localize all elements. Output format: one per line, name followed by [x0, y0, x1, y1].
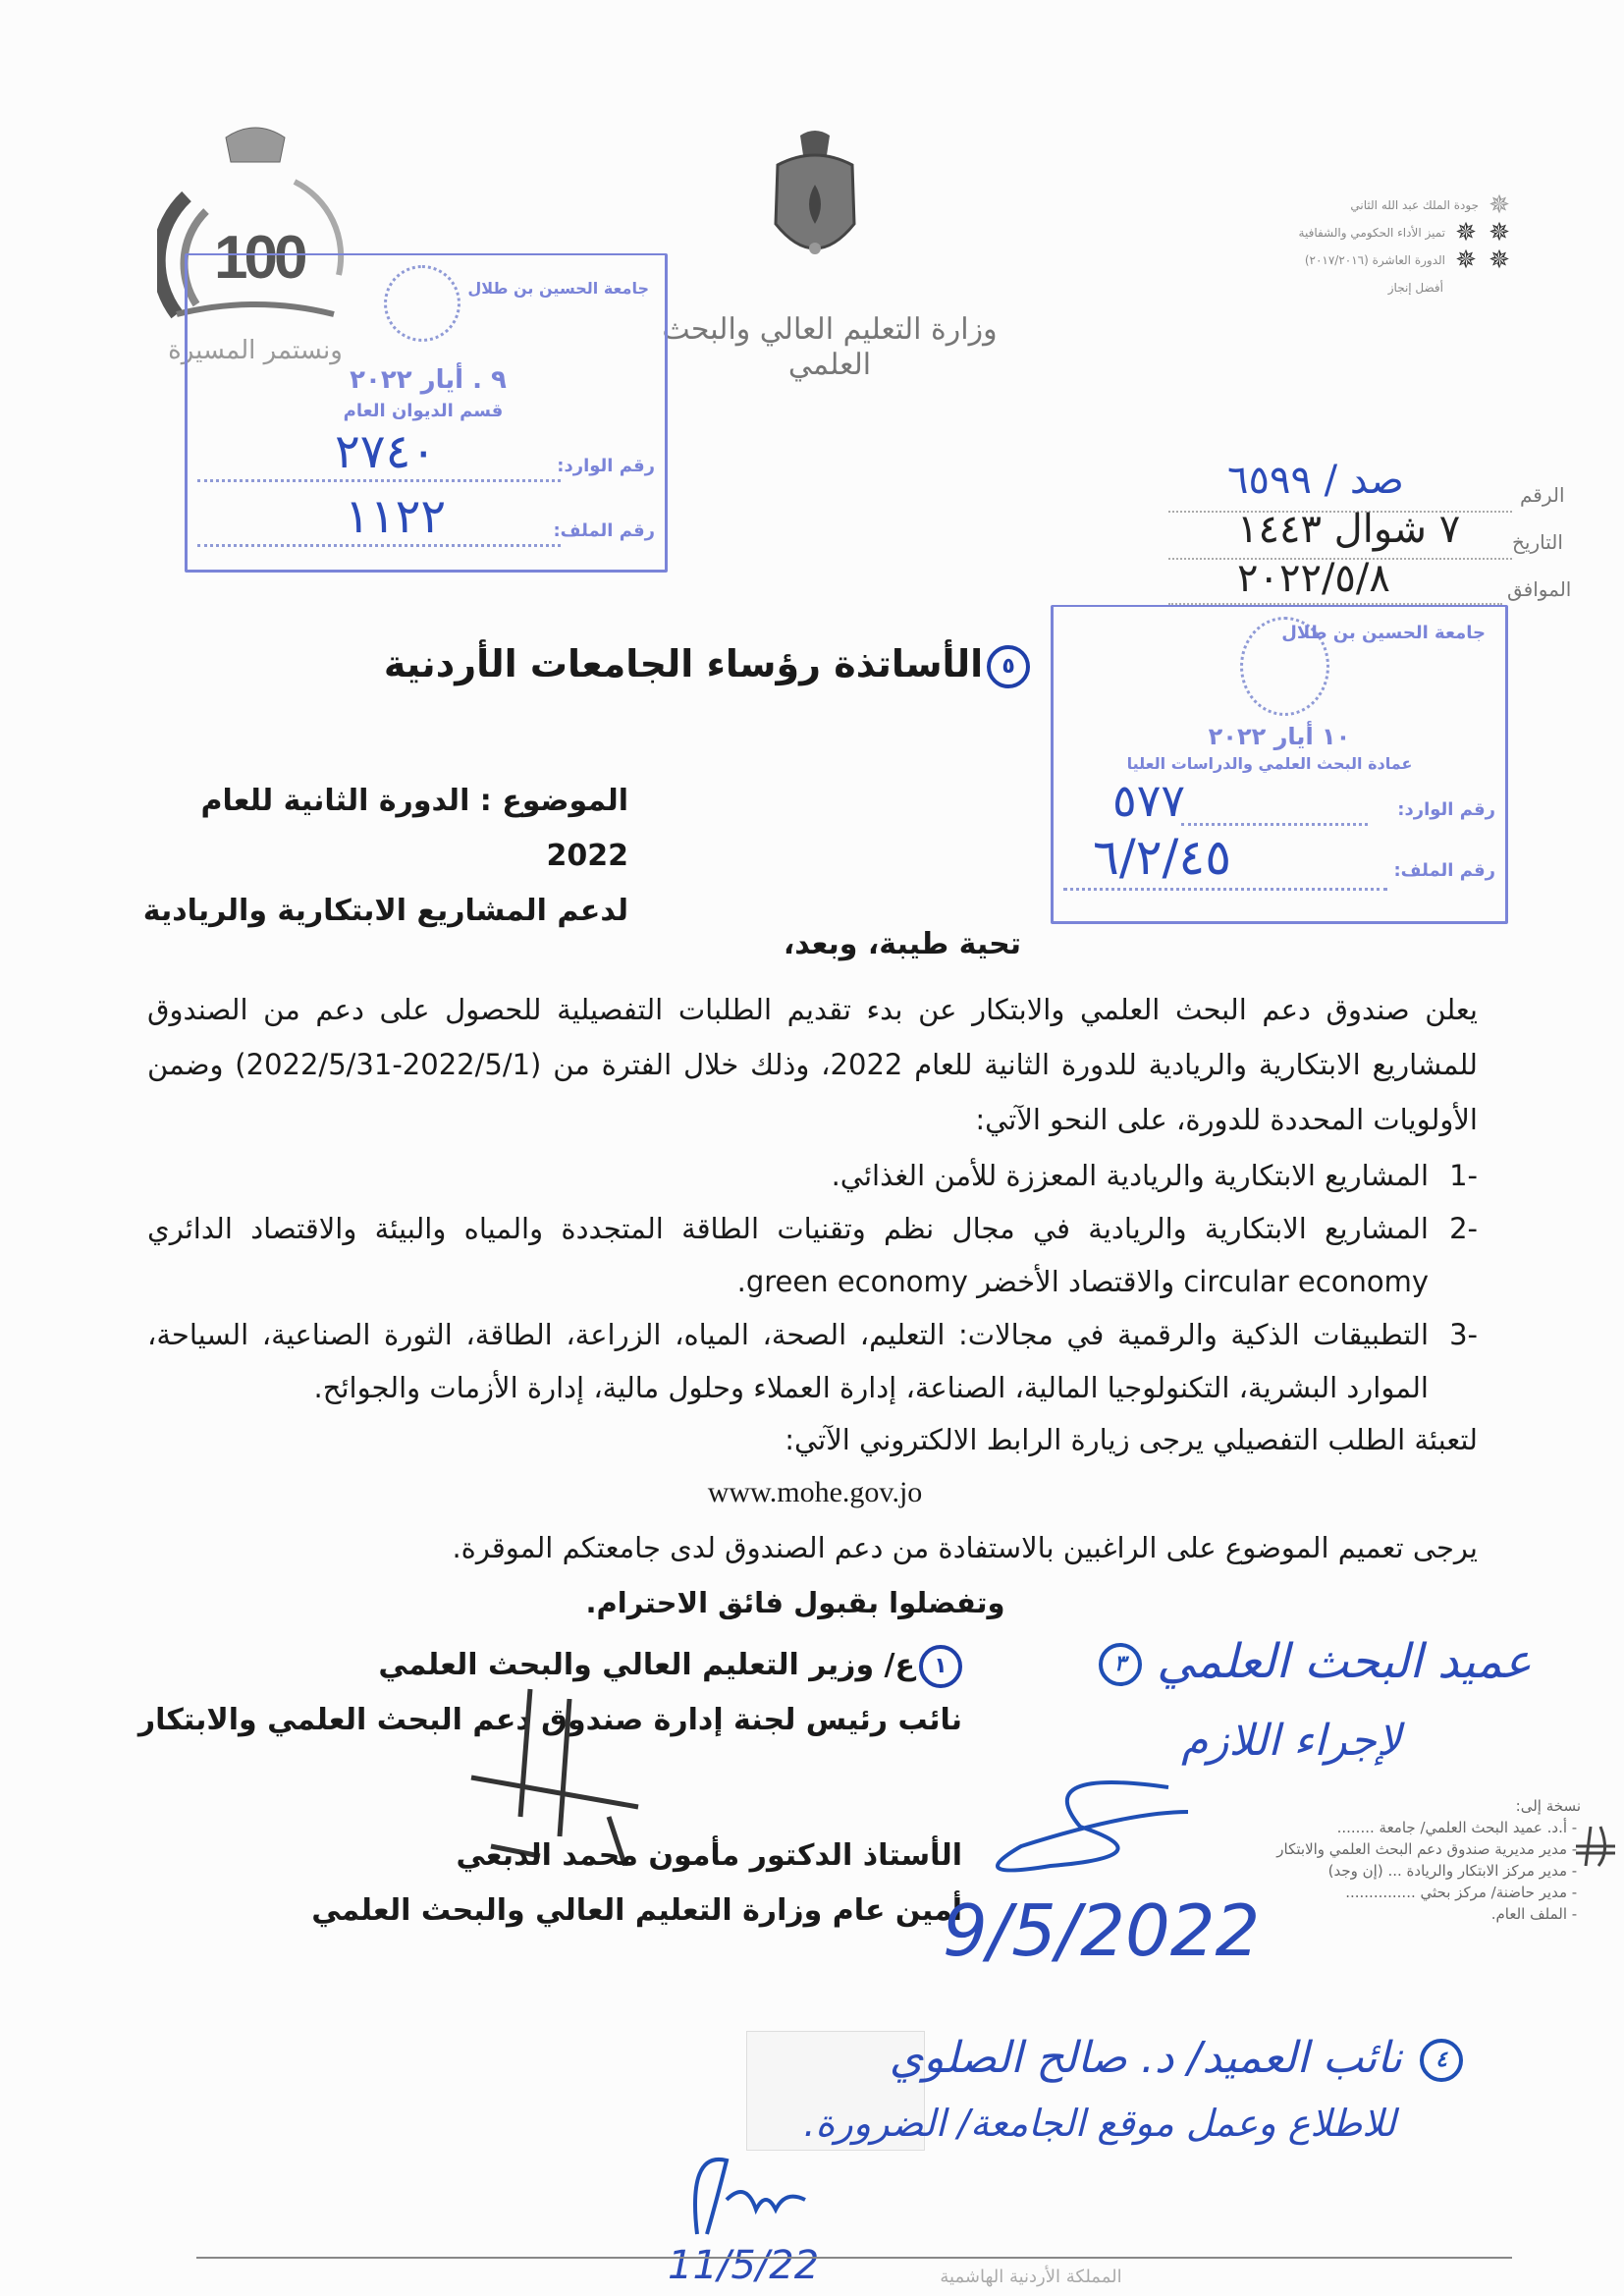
copy-recipient: - مدير مديرية صندوق دعم البحث العلمي والابتكار — [1208, 1838, 1567, 1860]
list-text: المشاريع الابتكارية والريادية المعززة للأمن الغذائي. — [831, 1159, 1429, 1192]
stamp-department: قسم الديوان العام — [343, 401, 504, 421]
ref-date-label: التاريخ — [1512, 530, 1563, 554]
ref-gregorian-label: الموافق — [1507, 577, 1572, 601]
subject-line-1: الموضوع : الدورة الثانية للعام 2022 — [200, 784, 628, 873]
closing-phrase: وتفضلوا بقبول فائق الاحترام. — [585, 1586, 1005, 1619]
list-number: -2 — [1449, 1212, 1478, 1245]
copy-recipient: - الملف العام. — [1208, 1903, 1567, 1925]
dean-annotation — [1021, 1634, 1532, 1689]
annotation-line: لإجراء اللازم — [1181, 1716, 1401, 1766]
stamp-university: جامعة الحسين بن طلال — [1281, 623, 1486, 643]
star-icon: ✵ — [1489, 218, 1510, 247]
annotation-marker: ٥ — [987, 645, 1030, 688]
circulation-request: يرجى تعميم الموضوع على الراغبين بالاستفادة من دعم الصندوق لدى جامعتكم الموقرة. — [452, 1531, 1478, 1564]
copy-recipient: - أ.د. عميد البحث العلمي/ جامعة ........ — [1208, 1817, 1567, 1838]
stamp-file-number: ٦/٢/٤٥ — [1093, 829, 1232, 886]
priorities-list — [147, 1149, 1478, 1414]
list-item — [147, 1149, 1478, 1202]
copies-heading: نسخة إلى: — [1515, 1797, 1581, 1815]
initials-icon — [1571, 1822, 1620, 1871]
annotation-line: عميد البحث العلمي — [1157, 1634, 1532, 1689]
annotation-date: 11/5/22 — [668, 2243, 820, 2288]
footer-divider — [196, 2257, 1512, 2259]
annotation-line: نائب العميد/ د. صالح الصلوي — [889, 2033, 1402, 2083]
greeting: تحية طيبة، وبعد، — [783, 927, 1021, 961]
award-text: جودة الملك عبد الله الثاني — [1350, 198, 1479, 212]
ref-date-gregorian: ٢٠٢٢/٥/٨ — [1237, 556, 1390, 601]
signatory-title: أمين عام وزارة التعليم العالي والبحث العلمي — [311, 1893, 962, 1928]
incoming-stamp-president — [185, 253, 668, 573]
subject-line-2: لدعم المشاريع الابتكارية والريادية — [142, 894, 628, 928]
stamp-department: عمادة البحث العلمي والدراسات العليا — [1126, 754, 1413, 773]
stamp-file-label: رقم الملف: — [553, 520, 655, 541]
copy-recipient: - مدير مركز الابتكار والريادة ... (إن وجد) — [1208, 1860, 1567, 1882]
signatory-line-2: نائب رئيس لجنة إدارة صندوق دعم البحث العلمي والابتكار — [137, 1703, 962, 1737]
jordan-crest-icon — [766, 126, 864, 273]
star-icon: ✵ — [1489, 246, 1510, 275]
list-number: -3 — [1449, 1318, 1478, 1351]
subject — [137, 774, 628, 939]
star-icon: ✵ — [1455, 218, 1477, 247]
annotation-marker: ١ — [919, 1645, 962, 1688]
stamp-incoming-label: رقم الوارد: — [557, 456, 655, 476]
incoming-stamp-research-deanship — [1051, 605, 1508, 924]
award-text: تميز الأداء الحكومي والشفافية — [1298, 226, 1445, 240]
annotation-line: للاطلاع وعمل موقع الجامعة/ الضرورة. — [803, 2102, 1396, 2145]
footer-text: المملكة الأردنية الهاشمية — [940, 2267, 1122, 2287]
award-row — [1267, 246, 1512, 274]
award-row — [1267, 219, 1512, 246]
application-link[interactable]: www.mohe.gov.jo — [707, 1476, 923, 1508]
star-icon: ✵ — [1489, 191, 1510, 220]
award-text: الدورة العاشرة (٢٠١٧/٢٠١٦) — [1304, 253, 1445, 267]
signatory-line-1: ع/ وزير التعليم العالي والبحث العلمي — [378, 1648, 915, 1682]
ref-date-hijri: ٧ شوال ١٤٤٣ — [1237, 507, 1461, 552]
signatory-name-block — [137, 1829, 962, 1939]
intro-paragraph: يعلن صندوق دعم البحث العلمي والابتكار عن بدء تقديم الطلبات التفصيلية للحصول على دعم من الصندوق للمشاريع الابتكارية والريادية للدورة الثانية للعام 2022، وذلك خلال الفترة من (2022/5/1-2022/5/31) وضمن الأولويات المحددة للدورة، على النحو الآتي: — [147, 993, 1478, 1136]
link-instruction: لتعبئة الطلب التفصيلي يرجى زيارة الرابط الالكتروني الآتي: — [785, 1423, 1478, 1456]
stamp-file-label: رقم الملف: — [1393, 860, 1495, 881]
list-text: التطبيقات الذكية والرقمية في مجالات: التعليم، الصحة، المياه، الزراعة، الطاقة، الثورة الصناعية، السياحة، الموارد البشرية، التكنولوجيا المالية، الصناعة، إدارة العملاء وحلول مالية، إدارة الأزمات والجوائح. — [147, 1318, 1429, 1404]
centenary-number: 100 — [214, 224, 304, 292]
award-text: أفضل إنجاز — [1387, 281, 1443, 295]
centenary-tagline: ونستمر المسيرة — [168, 336, 343, 365]
university-seal-icon — [384, 265, 460, 342]
addressee — [373, 640, 1041, 688]
quality-awards — [1267, 191, 1512, 301]
stamp-file-number: ١١٢٢ — [345, 489, 447, 544]
award-row — [1267, 274, 1512, 301]
stamp-incoming-number: ٥٧٧ — [1112, 774, 1186, 827]
annotation-marker: ٣ — [1099, 1643, 1142, 1686]
ministry-name: وزارة التعليم العالي والبحث العلمي — [662, 312, 998, 382]
ref-number-label: الرقم — [1520, 483, 1565, 507]
annotation-marker: ٤ — [1420, 2039, 1463, 2082]
list-number: -1 — [1449, 1159, 1478, 1192]
stamp-date: ١٠ أيار ٢٠٢٢ — [1208, 723, 1351, 750]
dean-signature-icon — [972, 1777, 1198, 1886]
list-text: المشاريع الابتكارية والريادية في مجال نظم وتقنيات الطاقة المتجددة والمياه والبيئة والاقتصاد الدائري circular economy والاقتصاد الأخضر green economy. — [147, 1212, 1429, 1298]
star-icon: ✵ — [1455, 246, 1477, 275]
list-item — [147, 1308, 1478, 1414]
copies-list — [1208, 1795, 1581, 1925]
list-item — [147, 1202, 1478, 1308]
stamp-date: ٩ . أيار ٢٠٢٢ — [350, 365, 507, 395]
annotation-date: 9/5/2022 — [943, 1889, 1261, 1972]
ref-number-value: صد / ٦٥٩٩ — [1227, 458, 1404, 503]
stamp-university: جامعة الحسين بن طلال — [467, 279, 649, 298]
stamp-incoming-label: رقم الوارد: — [1397, 799, 1495, 820]
stamp-incoming-number: ٢٧٤٠ — [335, 424, 437, 479]
addressee-text: الأساتذة رؤساء الجامعات الأردنية — [383, 642, 984, 685]
vice-dean-annotation — [776, 2033, 1463, 2084]
vice-dean-signature-icon — [668, 2141, 825, 2239]
copy-recipient: - مدير حاضنة/ مركز بحثي ............... — [1208, 1882, 1567, 1903]
award-row — [1267, 191, 1512, 219]
signatory-name: الأستاذ الدكتور مأمون محمد الدبعي — [456, 1838, 962, 1873]
